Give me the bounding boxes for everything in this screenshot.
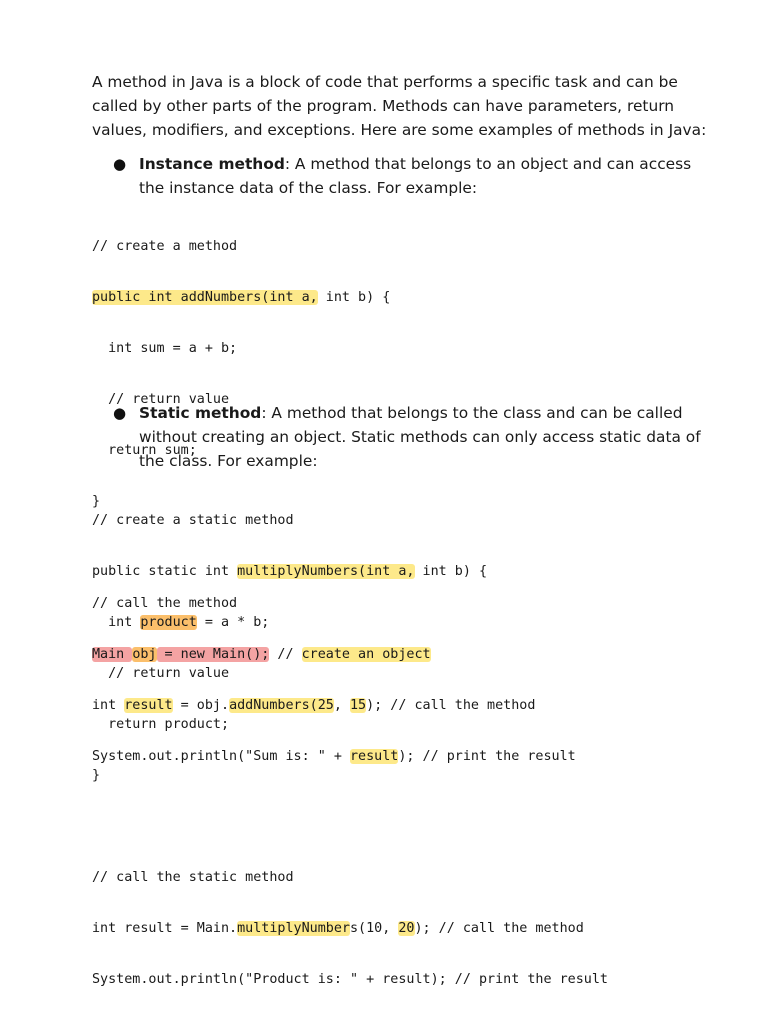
code-text: ); // call the method <box>366 698 536 713</box>
code-highlight: public int addNumbers(int a, <box>92 290 318 305</box>
code-highlight: addNumbers(25 <box>229 698 334 713</box>
intro-paragraph <box>92 70 707 143</box>
code-line: } <box>92 494 101 509</box>
code-text: , <box>333 698 350 713</box>
static-code-block <box>92 478 608 1022</box>
code-text: int b) { <box>414 564 488 579</box>
code-line: int sum = a + b; <box>92 341 238 356</box>
static-method-term: Static method <box>139 404 262 422</box>
code-text: = a * b; <box>196 615 270 630</box>
code-line <box>92 289 576 306</box>
code-highlight: 15 <box>350 698 367 713</box>
code-text: ); // print the result <box>398 749 576 764</box>
code-text: public static int <box>92 564 238 579</box>
code-text: // <box>269 647 302 662</box>
code-line <box>92 563 608 580</box>
intro-line: values, modifiers, and exceptions. Here are some examples of methods in Java: <box>92 121 707 140</box>
intro-line: called by other parts of the program. Methods can have parameters, return <box>92 97 675 116</box>
code-blank-line <box>92 818 608 835</box>
code-line: return product; <box>92 717 230 732</box>
code-highlight: result <box>124 698 173 713</box>
code-text: = obj. <box>172 698 230 713</box>
code-highlight: multiplyNumbers(int a, <box>237 564 415 579</box>
code-highlight: obj <box>132 647 157 662</box>
code-highlight: create an object <box>301 647 431 662</box>
intro-line: A method in Java is a block of code that performs a specific task and can be <box>92 73 678 91</box>
code-text: System.out.println("Sum is: " + <box>92 749 350 764</box>
instance-method-text: : A method that belongs to an object and can access <box>284 155 692 173</box>
code-text: int <box>92 698 125 713</box>
instance-method-description <box>139 152 699 200</box>
instance-method-line: the instance data of the class. For example: <box>139 179 478 198</box>
static-method-line <box>139 401 699 425</box>
code-line: // return value <box>92 666 230 681</box>
static-method-line: without creating an object. Static methods can only access static data of <box>139 428 701 447</box>
code-line: return sum; <box>92 443 197 458</box>
code-line: // return value <box>92 392 230 407</box>
code-highlight: result <box>349 749 399 764</box>
code-text: s(10, <box>350 921 399 936</box>
code-highlight: = new Main(); <box>156 647 270 662</box>
code-line: } <box>92 768 101 783</box>
static-method-description <box>139 401 699 474</box>
code-line <box>92 614 608 631</box>
code-highlight: product <box>140 615 197 630</box>
code-line: // create a method <box>92 239 238 254</box>
code-line: // call the method <box>92 596 238 611</box>
bullet-icon: ● <box>113 155 127 173</box>
code-text: int <box>92 615 141 630</box>
code-highlight: multiplyNumber <box>237 921 350 936</box>
instance-method-term: Instance method <box>139 155 285 173</box>
static-method-text: : A method that belongs to the class and can be called <box>261 404 683 422</box>
bullet-icon: ● <box>113 404 127 422</box>
code-text: int b) { <box>317 290 391 305</box>
code-highlight: 20 <box>398 921 415 936</box>
code-highlight: Main <box>92 647 133 662</box>
code-text: ); // call the method <box>414 921 584 936</box>
code-line: // create a static method <box>92 513 294 528</box>
static-method-line: the class. For example: <box>139 452 318 471</box>
code-line: // call the static method <box>92 870 294 885</box>
code-line: System.out.println("Product is: " + result); // print the result <box>92 972 608 987</box>
instance-method-line <box>139 152 699 176</box>
code-line <box>92 920 608 937</box>
code-text: int result = Main. <box>92 921 238 936</box>
